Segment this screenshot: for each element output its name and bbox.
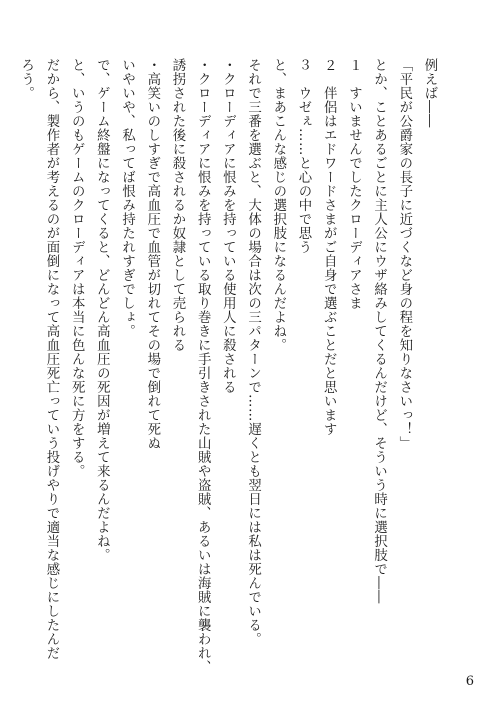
text-line: ・高笑いのしすぎで高血圧で血管が切れてその場で倒れて死ぬ xyxy=(144,58,160,450)
text-line: とか、ことあるごとに主人公にウザ絡みしてくるんだけど、そういう時に選択肢で―― xyxy=(371,58,387,604)
text-line: 「平民が公爵家の長子に近づくなど身の程を知りなさいっ！」 xyxy=(396,58,412,450)
text-line: と、まあこんな感じの選択肢になるんだよね。 xyxy=(270,58,286,352)
text-line: ２ 伴侶はエドワードさまがご自身で選ぶことだと思います xyxy=(321,58,337,436)
text-line: いやいや、私ってば恨み持たれすぎでしょ。 xyxy=(119,58,135,338)
text-line: ろう。 xyxy=(18,58,34,100)
text-line: それで三番を選ぶと、大体の場合は次の三パターンで……遅くとも翌日には私は死んでいる。 xyxy=(245,58,261,646)
text-line: １ すいませんでしたクローディアさま xyxy=(346,58,362,310)
text-line: だから、製作者が考えるのが面倒になって高血圧死亡っていう投げやりで適当な感じにしたんだ xyxy=(43,58,59,660)
text-line: 誘拐された後に殺されるか奴隷として売られる xyxy=(169,58,185,352)
text-line: ・クローディアに恨みを持っている使用人に殺される xyxy=(220,58,236,394)
page-number: 6 xyxy=(465,674,474,689)
text-line: ・クローディアに恨みを持っている取り巻きに手引きされた山賊や盗賊、あるいは海賊に襲われ、 xyxy=(195,58,211,674)
text-line: ３ ウゼぇ……と心の中で思う xyxy=(295,58,311,254)
text-line: で、ゲーム終盤になってくると、どんどん高血圧の死因が増えて来るんだよね。 xyxy=(94,58,110,562)
text-line: 例えば―― xyxy=(422,58,437,128)
text-line: と、いうのもゲームのクローディアは本当に色んな死に方をする。 xyxy=(69,58,85,478)
vertical-text-block xyxy=(14,58,442,674)
